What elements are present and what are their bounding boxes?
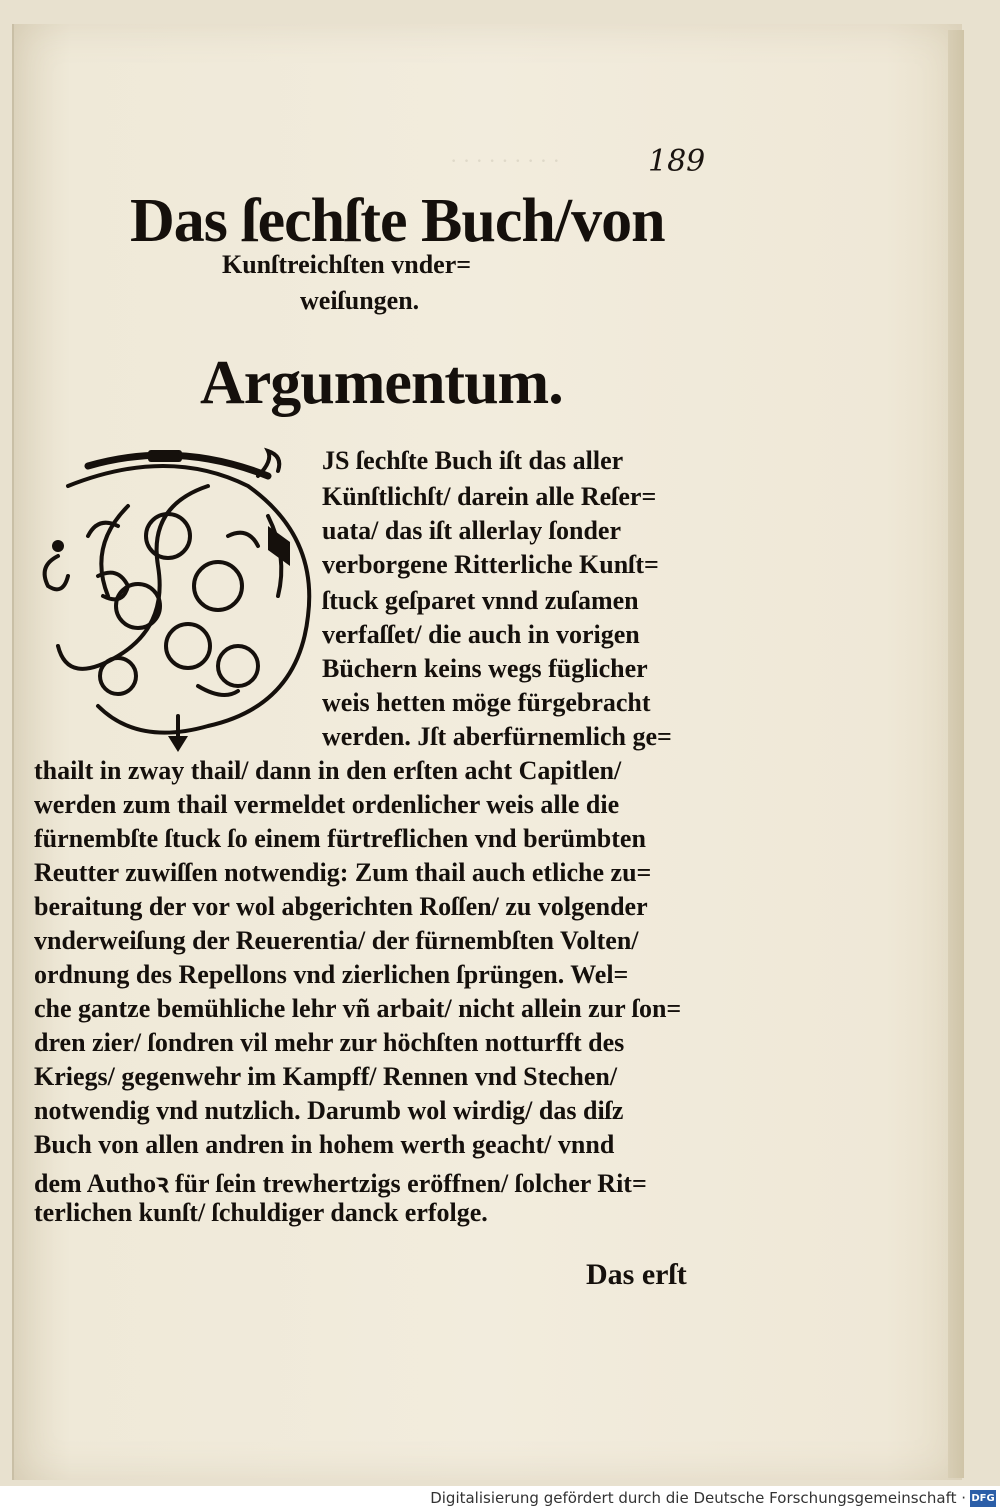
footer-credit: Digitalisierung gefördert durch die Deutsche Forschungsgemeinschaft · (430, 1489, 966, 1507)
text-line: Kriegs/ gegenwehr im Kampff/ Rennen vnd Stechen/ (34, 1062, 618, 1091)
dfg-logo-icon: DFG (970, 1490, 996, 1507)
bleed-through: · · · · · · · · · (450, 148, 560, 173)
text-line: dren zier/ ſondren vil mehr zur höchſten notturfft des (34, 1028, 625, 1057)
page-number: 189 (648, 144, 706, 179)
text-line: Reutter zuwiſſen notwendig: Zum thail auch etliche zu= (34, 858, 652, 887)
text-line: weis hetten möge fürgebracht (322, 688, 651, 717)
text-line: dem Authoꝛ für ſein trewhertzigs eröffnen/ ſolcher Rit= (34, 1169, 647, 1198)
text-line: ſtuck geſparet vnnd zuſamen (322, 586, 639, 615)
text-line: verfaſſet/ die auch in vorigen (322, 620, 640, 649)
text-line: ordnung des Repellons vnd zierlichen ſprüngen. Wel= (34, 960, 629, 989)
text-line: Büchern keins wegs füglicher (322, 654, 648, 683)
page-edge (948, 30, 964, 1478)
text-line: notwendig vnd nutzlich. Darumb wol wirdig/ das diſz (34, 1096, 624, 1125)
section-heading: Argumentum. (200, 349, 563, 417)
text-line: uata/ das iſt allerlay ſonder (322, 516, 621, 545)
text-line: che gantze bemühliche lehr vñ arbait/ nicht allein zur ſon= (34, 994, 682, 1023)
text-line: thailt in zway thail/ dann in den erſten acht Capitlen/ (34, 756, 622, 785)
text-line: beraitung der vor wol abgerichten Roſſen/ zu volgender (34, 892, 648, 921)
text-line: vnderweiſung der Reuerentia/ der fürnembſten Volten/ (34, 926, 639, 955)
text-line: werden. Jſt aberfürnemlich ge= (322, 722, 672, 751)
text-line: Künſtlichſt/ darein alle Reſer= (322, 482, 657, 511)
book-title: Das ſechſte Buch/von (130, 187, 665, 255)
text-line: verborgene Ritterliche Kunſt= (322, 550, 659, 579)
book-subtitle-line1: Kunſtreichſten vnder= (222, 250, 472, 279)
text-line: terlichen kunſt/ ſchuldiger danck erfolge. (34, 1198, 488, 1227)
footer-bar (0, 1486, 1000, 1512)
text-line: fürnembſte ſtuck ſo einem fürtreflichen vnd berümbten (34, 824, 646, 853)
book-subtitle-line2: weiſungen. (300, 286, 420, 315)
text-line: werden zum thail vermeldet ordenlicher weis alle die (34, 790, 620, 819)
ornamental-initial-d-icon (28, 446, 318, 752)
text-line: Buch von allen andren in hohem werth geacht/ vnnd (34, 1130, 615, 1159)
catchword: Das erſt (586, 1258, 687, 1291)
text-line: JS ſechſte Buch iſt das aller (322, 446, 624, 475)
